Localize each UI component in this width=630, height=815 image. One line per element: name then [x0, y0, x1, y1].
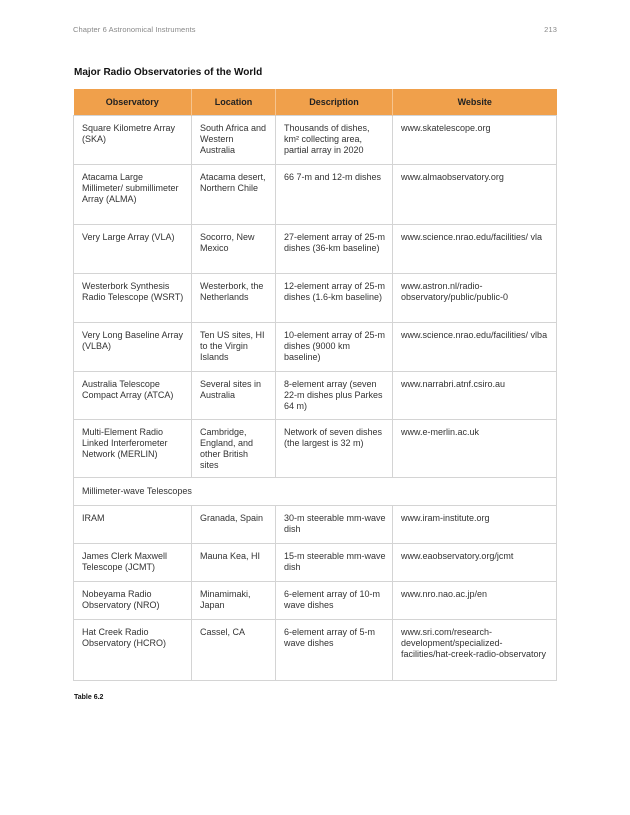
table-row	[74, 372, 557, 420]
description-cell: 12-element array of 25-m dishes (1.6-km baseline)	[276, 274, 393, 323]
location-cell: South Africa and Western Australia	[192, 116, 276, 165]
table-row	[74, 620, 557, 681]
table-row	[74, 506, 557, 544]
table-row	[74, 274, 557, 323]
website-cell: www.sri.com/research-development/specialized-facilities/hat-creek-radio-observatory	[393, 620, 557, 681]
section-row	[74, 478, 557, 506]
running-head	[73, 25, 557, 37]
observatory-cell: IRAM	[74, 506, 192, 544]
table-row	[74, 420, 557, 478]
column-header-website: Website	[393, 89, 557, 116]
table-caption: Table 6.2	[74, 694, 104, 701]
location-cell: Mauna Kea, HI	[192, 544, 276, 582]
location-cell: Minamimaki, Japan	[192, 582, 276, 620]
observatory-cell: Nobeyama Radio Observatory (NRO)	[74, 582, 192, 620]
website-cell: www.e-merlin.ac.uk	[393, 420, 557, 478]
observatory-cell: Atacama Large Millimeter/ submillimeter Array (ALMA)	[74, 165, 192, 225]
website-cell: www.science.nrao.edu/facilities/ vla	[393, 225, 557, 274]
website-cell: www.skatelescope.org	[393, 116, 557, 165]
observatory-cell: Australia Telescope Compact Array (ATCA)	[74, 372, 192, 420]
website-cell: www.iram-institute.org	[393, 506, 557, 544]
section-label: Millimeter-wave Telescopes	[74, 478, 557, 506]
observatory-cell: Westerbork Synthesis Radio Telescope (WSRT)	[74, 274, 192, 323]
table-title: Major Radio Observatories of the World	[74, 67, 263, 78]
observatory-cell: Square Kilometre Array (SKA)	[74, 116, 192, 165]
description-cell: 10-element array of 25-m dishes (9000 km baseline)	[276, 323, 393, 372]
table-header-row	[74, 89, 557, 116]
observatory-cell: Very Long Baseline Array (VLBA)	[74, 323, 192, 372]
location-cell: Cambridge, England, and other British sites	[192, 420, 276, 478]
location-cell: Ten US sites, HI to the Virgin Islands	[192, 323, 276, 372]
table-row	[74, 116, 557, 165]
table-row	[74, 544, 557, 582]
location-cell: Atacama desert, Northern Chile	[192, 165, 276, 225]
website-cell: www.science.nrao.edu/facilities/ vlba	[393, 323, 557, 372]
chapter-title: Chapter 6 Astronomical Instruments	[73, 25, 196, 34]
table-row	[74, 165, 557, 225]
column-header-observatory: Observatory	[74, 89, 192, 116]
website-cell: www.almaobservatory.org	[393, 165, 557, 225]
description-cell: Thousands of dishes, km² collecting area, partial array in 2020	[276, 116, 393, 165]
location-cell: Westerbork, the Netherlands	[192, 274, 276, 323]
observatories-table	[73, 89, 557, 681]
location-cell: Socorro, New Mexico	[192, 225, 276, 274]
website-cell: www.astron.nl/radio-observatory/public/public-0	[393, 274, 557, 323]
description-cell: 8-element array (seven 22-m dishes plus Parkes 64 m)	[276, 372, 393, 420]
website-cell: www.eaobservatory.org/jcmt	[393, 544, 557, 582]
table-row	[74, 225, 557, 274]
observatory-cell: Very Large Array (VLA)	[74, 225, 192, 274]
description-cell: 15-m steerable mm-wave dish	[276, 544, 393, 582]
observatory-cell: Hat Creek Radio Observatory (HCRO)	[74, 620, 192, 681]
column-header-description: Description	[276, 89, 393, 116]
table-row	[74, 323, 557, 372]
table-row	[74, 582, 557, 620]
description-cell: 30-m steerable mm-wave dish	[276, 506, 393, 544]
location-cell: Several sites in Australia	[192, 372, 276, 420]
description-cell: 6-element array of 5-m wave dishes	[276, 620, 393, 681]
description-cell: Network of seven dishes (the largest is 32 m)	[276, 420, 393, 478]
location-cell: Granada, Spain	[192, 506, 276, 544]
page-number: 213	[544, 25, 557, 34]
website-cell: www.nro.nao.ac.jp/en	[393, 582, 557, 620]
observatory-cell: James Clerk Maxwell Telescope (JCMT)	[74, 544, 192, 582]
observatory-cell: Multi-Element Radio Linked Interferometer Network (MERLIN)	[74, 420, 192, 478]
location-cell: Cassel, CA	[192, 620, 276, 681]
description-cell: 66 7-m and 12-m dishes	[276, 165, 393, 225]
website-cell: www.narrabri.atnf.csiro.au	[393, 372, 557, 420]
description-cell: 6-element array of 10-m wave dishes	[276, 582, 393, 620]
column-header-location: Location	[192, 89, 276, 116]
description-cell: 27-element array of 25-m dishes (36-km baseline)	[276, 225, 393, 274]
